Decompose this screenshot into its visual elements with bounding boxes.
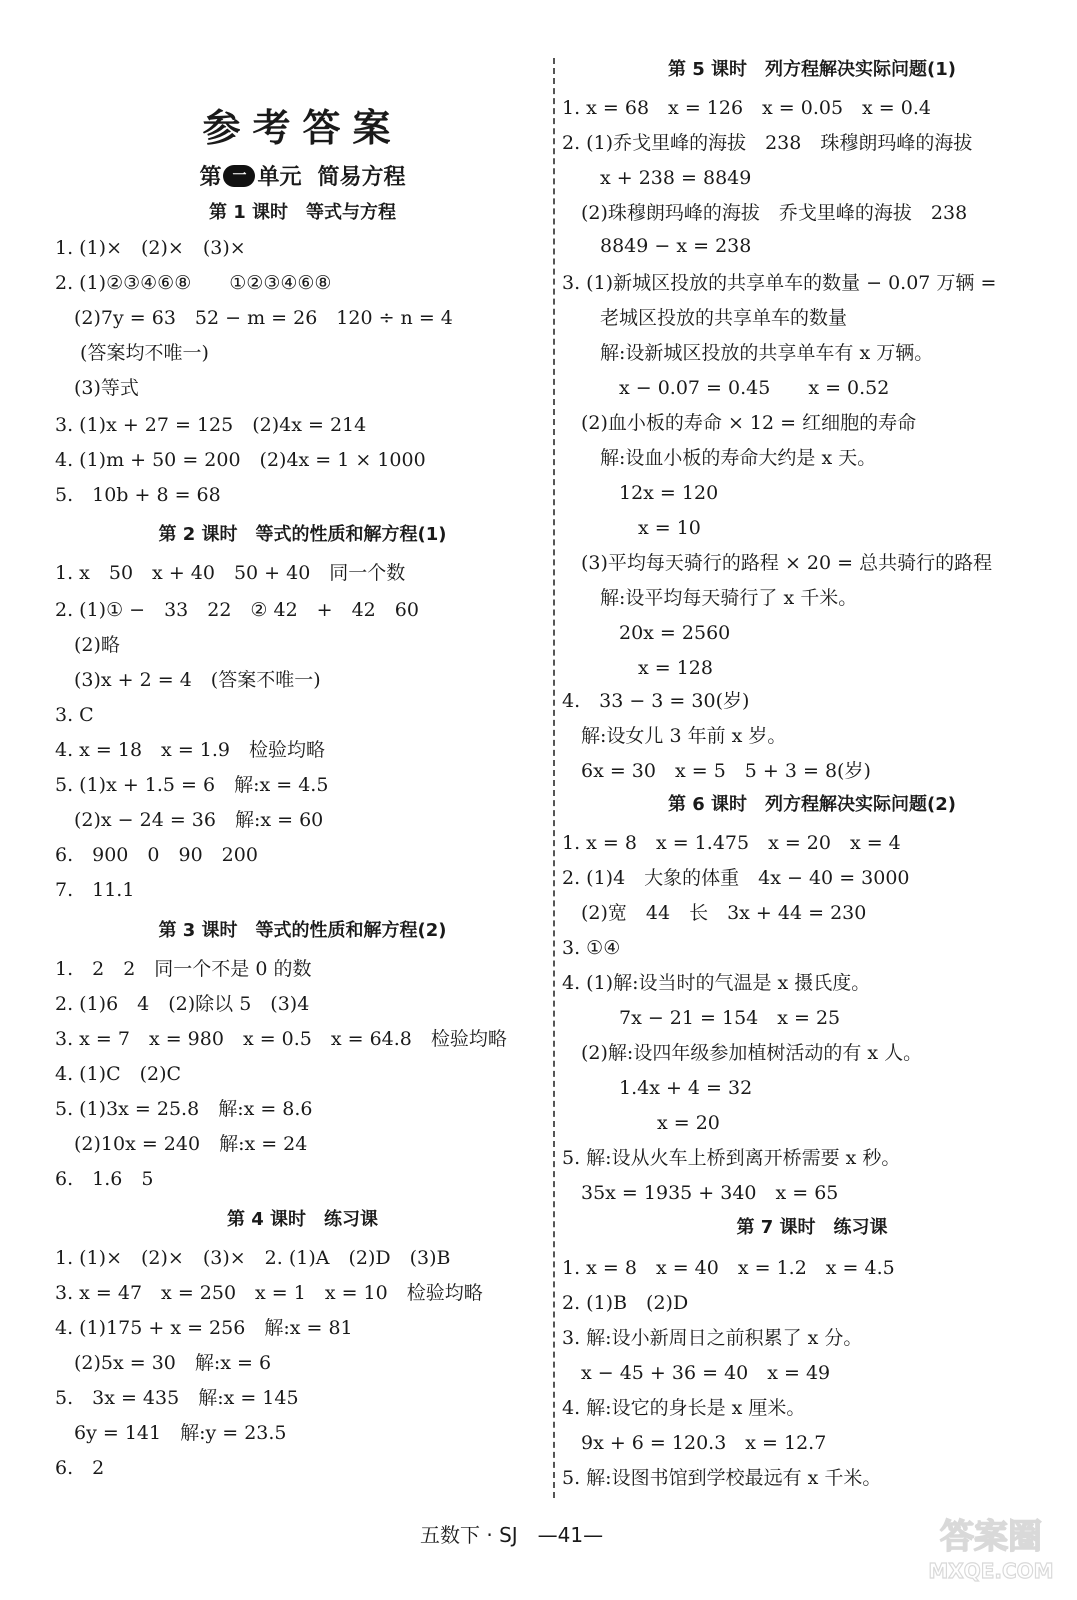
answer-line: 6. 900 0 90 200 — [55, 844, 258, 866]
answer-line: 1.4x + 4 = 32 — [562, 1077, 753, 1099]
answer-line: 2. (1)B (2)D — [562, 1292, 689, 1314]
answer-line: x = 20 — [562, 1112, 720, 1134]
unit-number-badge: 一 — [223, 165, 255, 187]
answer-line: 老城区投放的共享单车的数量 — [562, 307, 848, 329]
watermark-url: MXQE.COM — [928, 1559, 1054, 1583]
answer-line: (2)宽 44 长 3x + 44 = 230 — [562, 902, 867, 924]
lesson-heading: 第 6 课时 列方程解决实际问题(2) — [667, 794, 957, 815]
answer-line: (3)平均每天骑行的路程 × 20 = 总共骑行的路程 — [562, 552, 993, 574]
column-divider — [553, 58, 555, 1498]
answer-line: 5. 10b + 8 = 68 — [55, 484, 221, 506]
lesson-heading: 第 7 课时 练习课 — [736, 1217, 888, 1238]
answer-line: 3. x = 47 x = 250 x = 1 x = 10 检验均略 — [55, 1282, 483, 1304]
answer-line: 1. x = 8 x = 1.475 x = 20 x = 4 — [562, 832, 901, 854]
answer-line: 解:设女儿 3 年前 x 岁。 — [562, 725, 787, 747]
answer-line: 1. x 50 x + 40 50 + 40 同一个数 — [55, 562, 406, 584]
lesson-heading: 第 1 课时 等式与方程 — [208, 202, 397, 223]
answer-line: (3)等式 — [55, 377, 139, 399]
answer-line: 3. C — [55, 704, 94, 726]
lesson-heading: 第 4 课时 练习课 — [226, 1209, 379, 1230]
answer-line: 4. 解:设它的身长是 x 厘米。 — [562, 1397, 806, 1419]
answer-line: x − 45 + 36 = 40 x = 49 — [562, 1362, 831, 1384]
answer-line: 解:设血小板的寿命大约是 x 天。 — [562, 447, 877, 469]
answer-line: x = 128 — [562, 657, 713, 679]
unit-heading — [55, 160, 550, 191]
answer-line: (2)x − 24 = 36 解:x = 60 — [55, 809, 324, 831]
unit-prefix: 第 — [199, 165, 222, 190]
answer-line: 7x − 21 = 154 x = 25 — [562, 1007, 841, 1029]
answer-line: 3. (1)x + 27 = 125 (2)4x = 214 — [55, 414, 367, 436]
page-footer: 五数下 · SJ —41— — [420, 1523, 604, 1547]
answer-line: 6. 2 — [55, 1457, 105, 1479]
answer-line: 4. (1)C (2)C — [55, 1063, 182, 1085]
answer-line: 1. (1)× (2)× (3)× — [55, 237, 246, 259]
answer-line: (3)x + 2 = 4 (答案不唯一) — [55, 669, 321, 691]
lesson-heading: 第 2 课时 等式的性质和解方程(1) — [158, 524, 447, 545]
page-title: 参考答案 — [202, 105, 403, 150]
answer-line: 2. (1)乔戈里峰的海拔 238 珠穆朗玛峰的海拔 — [562, 132, 973, 154]
answer-line: 1. x = 68 x = 126 x = 0.05 x = 0.4 — [562, 97, 931, 119]
lesson-heading: 第 5 课时 列方程解决实际问题(1) — [667, 59, 957, 80]
answer-line: 4. (1)m + 50 = 200 (2)4x = 1 × 1000 — [55, 449, 426, 471]
answer-line: (答案均不唯一) — [55, 342, 209, 364]
answer-line: 6x = 30 x = 5 5 + 3 = 8(岁) — [562, 760, 871, 782]
answer-line: (2)解:设四年级参加植树活动的有 x 人。 — [562, 1042, 923, 1064]
answer-line: 1. 2 2 同一个不是 0 的数 — [55, 958, 312, 980]
answer-line: 3. x = 7 x = 980 x = 0.5 x = 64.8 检验均略 — [55, 1028, 507, 1050]
answer-line: x + 238 = 8849 — [562, 167, 752, 189]
answer-line: (2)5x = 30 解:x = 6 — [55, 1352, 272, 1374]
answer-line: 解:设平均每天骑行了 x 千米。 — [562, 587, 858, 609]
lesson-heading: 第 3 课时 等式的性质和解方程(2) — [158, 920, 447, 941]
answer-line: 1. (1)× (2)× (3)× 2. (1)A (2)D (3)B — [55, 1247, 451, 1269]
answer-line: 20x = 2560 — [562, 622, 731, 644]
answer-line: x − 0.07 = 0.45 x = 0.52 — [562, 377, 890, 399]
answer-line: 2. (1)②③④⑥⑧ ①②③④⑥⑧ — [55, 272, 332, 294]
watermark-text: 答案圈 — [940, 1517, 1042, 1557]
answer-line: 4. 33 − 3 = 30(岁) — [562, 690, 750, 712]
unit-name: 简易方程 — [317, 165, 406, 190]
answer-line: 7. 11.1 — [55, 879, 135, 901]
answer-line: 4. (1)175 + x = 256 解:x = 81 — [55, 1317, 353, 1339]
answer-line: 12x = 120 — [562, 482, 719, 504]
answer-line: x = 10 — [562, 517, 701, 539]
answer-line: 4. (1)解:设当时的气温是 x 摄氏度。 — [562, 972, 871, 994]
answer-line: 2. (1)① − 33 22 ② 42 + 42 60 — [55, 599, 419, 621]
answer-line: 35x = 1935 + 340 x = 65 — [562, 1182, 839, 1204]
answer-line: 5. 3x = 435 解:x = 145 — [55, 1387, 299, 1409]
answer-line: 9x + 6 = 120.3 x = 12.7 — [562, 1432, 827, 1454]
answer-line: 5. (1)x + 1.5 = 6 解:x = 4.5 — [55, 774, 329, 796]
answer-line: 3. 解:设小新周日之前积累了 x 分。 — [562, 1327, 863, 1349]
answer-line: (2)血小板的寿命 × 12 = 红细胞的寿命 — [562, 412, 917, 434]
answer-line: 3. (1)新城区投放的共享单车的数量 − 0.07 万辆 = — [562, 272, 997, 294]
answer-line: (2)7y = 63 52 − m = 26 120 ÷ n = 4 — [55, 307, 453, 329]
answer-line: 2. (1)6 4 (2)除以 5 (3)4 — [55, 993, 310, 1015]
answer-line: 6. 1.6 5 — [55, 1168, 154, 1190]
answer-line: 6y = 141 解:y = 23.5 — [55, 1422, 287, 1444]
answer-line: 5. (1)3x = 25.8 解:x = 8.6 — [55, 1098, 313, 1120]
answer-line: (2)10x = 240 解:x = 24 — [55, 1133, 308, 1155]
answer-line: 3. ①④ — [562, 937, 621, 959]
watermark-logo — [924, 1508, 1059, 1586]
answer-line: 5. 解:设图书馆到学校最远有 x 千米。 — [562, 1467, 882, 1489]
answer-line: 4. x = 18 x = 1.9 检验均略 — [55, 739, 325, 761]
answer-line: (2)珠穆朗玛峰的海拔 乔戈里峰的海拔 238 — [562, 202, 968, 224]
answer-line: 8849 − x = 238 — [562, 235, 752, 257]
answer-line: 2. (1)4 大象的体重 4x − 40 = 3000 — [562, 867, 910, 889]
unit-suffix: 单元 — [257, 165, 302, 190]
answer-line: (2)略 — [55, 634, 120, 656]
answer-line: 1. x = 8 x = 40 x = 1.2 x = 4.5 — [562, 1257, 895, 1279]
answer-line: 5. 解:设从火车上桥到离开桥需要 x 秒。 — [562, 1147, 901, 1169]
answer-line: 解:设新城区投放的共享单车有 x 万辆。 — [562, 342, 934, 364]
